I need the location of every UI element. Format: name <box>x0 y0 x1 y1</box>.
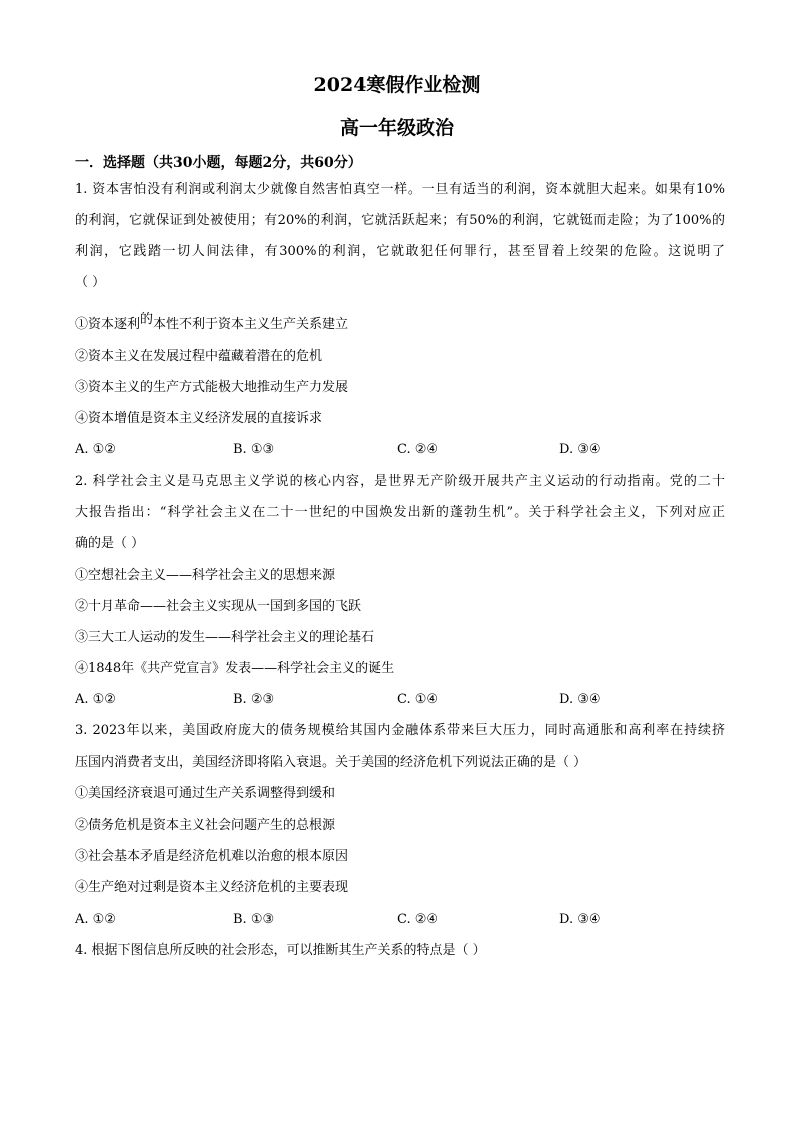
question-1-stem-line: 1. 资本害怕没有利润或利润太少就像自然害怕真空一样。一旦有适当的利润，资本就胆大起来。如果有10% <box>75 182 725 197</box>
question-1-item-part: ①资本逐利 <box>75 317 141 332</box>
question-3-stem-line: 3. 2023年以来，美国政府庞大的债务规模给其国内金融体系带来巨大压力，同时高通胀和高利率在持续挤 <box>75 723 725 738</box>
question-2-option-a[interactable]: A. ①② <box>75 692 116 707</box>
question-1-stem-line: （ ） <box>75 275 106 290</box>
question-2-item: ④1848年《共产党宣言》发表——科学社会主义的诞生 <box>75 661 395 676</box>
question-3-option-b[interactable]: B. ①③ <box>233 912 275 927</box>
question-2-option-c[interactable]: C. ①④ <box>397 692 439 707</box>
question-3-item: ①美国经济衰退可通过生产关系调整得到缓和 <box>75 786 336 801</box>
question-2-item: ③三大工人运动的发生——科学社会主义的理论基石 <box>75 630 375 645</box>
question-2-item: ①空想社会主义——科学社会主义的思想来源 <box>75 568 336 583</box>
question-1-item-part: 本性不利于资本主义生产关系建立 <box>153 317 349 332</box>
page-subtitle: 高一年级政治 <box>339 117 454 139</box>
question-1-item: ②资本主义在发展过程中蕴藏着潜在的危机 <box>75 349 323 364</box>
question-3-item: ③社会基本矛盾是经济危机难以治愈的根本原因 <box>75 849 349 864</box>
question-1-option-a[interactable]: A. ①② <box>75 442 116 457</box>
question-3-option-d[interactable]: D. ③④ <box>559 912 601 927</box>
question-1-item-part: 的 <box>140 312 154 327</box>
question-1-option-d[interactable]: D. ③④ <box>559 442 601 457</box>
page-title: 2024寒假作业检测 <box>313 74 481 96</box>
question-3-item: ②债务危机是资本主义社会问题产生的总根源 <box>75 818 336 833</box>
question-3-option-c[interactable]: C. ②④ <box>397 912 439 927</box>
question-2-stem-line: 2. 科学社会主义是马克思主义学说的核心内容，是世界无产阶级开展共产主义运动的行动指南。党的二十 <box>75 474 725 489</box>
question-2-stem-line: 确的是（ ） <box>75 536 145 551</box>
question-1-stem-line: 利润，它践踏一切人间法律，有300%的利润，它就敢犯任何罪行，甚至冒着上绞架的危险。这说明了 <box>75 244 725 259</box>
question-3-option-a[interactable]: A. ①② <box>75 912 116 927</box>
question-2-option-b[interactable]: B. ②③ <box>233 692 275 707</box>
question-2-stem-line: 大报告指出：“科学社会主义在二十一世纪的中国焕发出新的蓬勃生机”。关于科学社会主义，下列对应正 <box>75 505 725 520</box>
question-1-item: ③资本主义的生产方式能极大地推动生产力发展 <box>75 380 349 395</box>
question-4-stem-line: 4. 根据下图信息所反映的社会形态，可以推断其生产关系的特点是（ ） <box>75 943 486 958</box>
question-1-item <box>75 312 725 334</box>
question-1-stem-line: 的利润，它就保证到处被使用；有20%的利润，它就活跃起来；有50%的利润，它就铤而走险；为了100%的 <box>75 213 725 228</box>
question-1-option-c[interactable]: C. ②④ <box>397 442 439 457</box>
question-1-item: ④资本增值是资本主义经济发展的直接诉求 <box>75 411 323 426</box>
question-2-option-d[interactable]: D. ③④ <box>559 692 601 707</box>
section-heading: 一．选择题（共30小题，每题2分，共60分） <box>75 155 362 171</box>
question-3-stem-line: 压国内消费者支出，美国经济即将陷入衰退。关于美国的经济危机下列说法正确的是（ ） <box>75 755 587 770</box>
question-3-item: ④生产绝对过剩是资本主义经济危机的主要表现 <box>75 880 349 895</box>
question-2-item: ②十月革命——社会主义实现从一国到多国的飞跃 <box>75 599 362 614</box>
question-1-option-b[interactable]: B. ①③ <box>233 442 275 457</box>
